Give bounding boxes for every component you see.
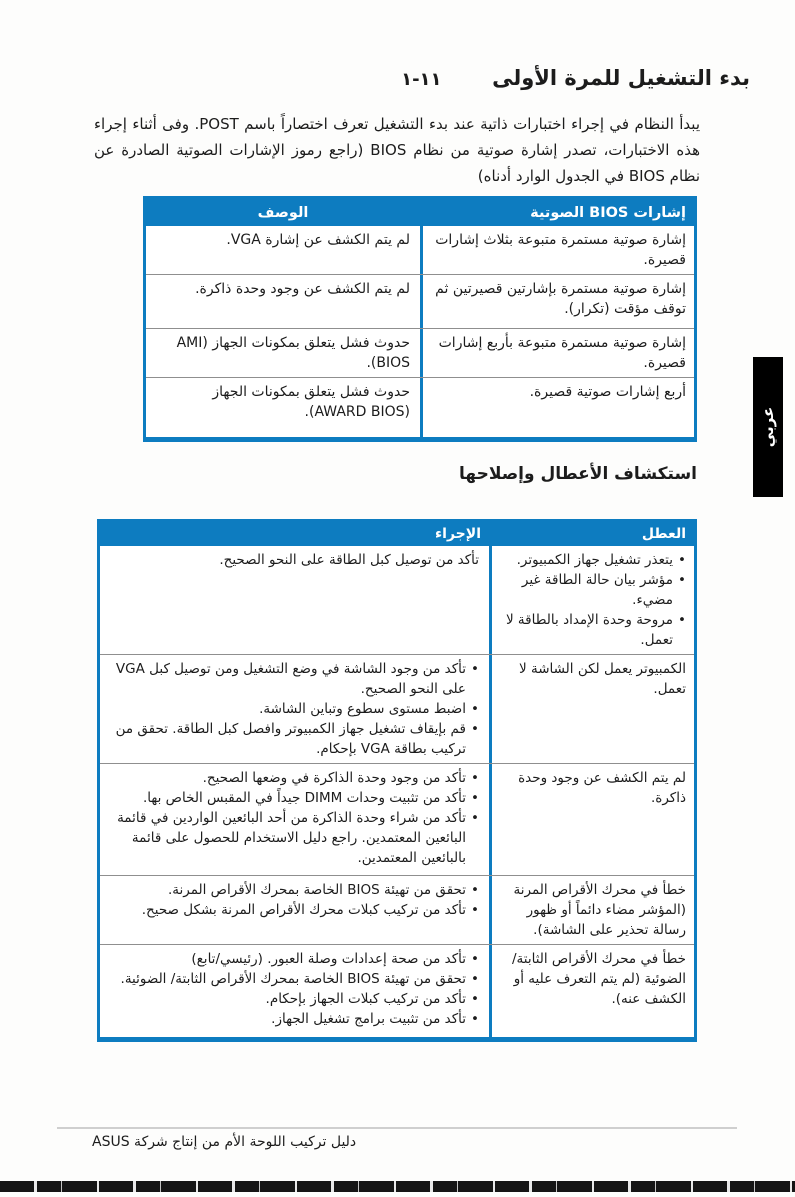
beep-description-cell: لم يتم الكشف عن وجود وحدة ذاكرة. xyxy=(195,281,410,297)
beep-table-row xyxy=(146,377,694,437)
bullet-line xyxy=(110,719,479,759)
troubleshooting-row xyxy=(100,875,694,944)
section-title: بدء التشغيل للمرة الأولى xyxy=(492,66,750,90)
bullet-line xyxy=(110,880,479,900)
bullet-line xyxy=(110,788,479,808)
page-edge-stripe xyxy=(0,1181,795,1192)
beep-table-row xyxy=(146,274,694,328)
troubleshooting-table xyxy=(97,519,697,1042)
action-cell xyxy=(100,546,489,654)
cell-text: خطأ في محرك الأقراص الثابتة/ الضوئية (لم يتم التعرف عليه أو الكشف عنه). xyxy=(511,951,686,1007)
bullet-text: تأكد من وجود وحدة الذاكرة في وضعها الصحيح. xyxy=(202,770,466,786)
bullet-icon: • xyxy=(471,701,479,717)
bullet-icon: • xyxy=(471,951,479,967)
problem-cell xyxy=(489,764,694,875)
bullet-icon: • xyxy=(471,1011,479,1027)
language-tab-label: عربي xyxy=(759,406,778,448)
cell-text: تأكد من توصيل كبل الطاقة على النحو الصحيح. xyxy=(219,552,479,568)
troubleshooting-row xyxy=(100,944,694,1037)
troubleshooting-row xyxy=(100,763,694,875)
bullet-text: مؤشر بيان حالة الطاقة غير مضيء. xyxy=(521,572,673,608)
bullet-icon: • xyxy=(471,902,479,918)
troubleshooting-table-header xyxy=(100,522,694,546)
bullet-line xyxy=(110,900,479,920)
bullet-line xyxy=(500,570,686,610)
bullet-icon: • xyxy=(471,882,479,898)
bullet-text: تحقق من تهيئة BIOS الخاصة بمحرك الأقراص المرنة. xyxy=(167,882,466,898)
bios-beep-table xyxy=(143,196,697,442)
footer-divider xyxy=(57,1127,737,1129)
bullet-text: يتعذر تشغيل جهاز الكمبيوتر. xyxy=(516,552,673,568)
cell-text: الكمبيوتر يعمل لكن الشاشة لا تعمل. xyxy=(518,661,686,697)
bullet-line xyxy=(110,1009,479,1029)
action-cell xyxy=(100,945,489,1037)
beep-description-cell: حدوث فشل يتعلق بمكونات الجهاز (AMI BIOS). xyxy=(176,335,410,371)
cell-text: لم يتم الكشف عن وجود وحدة ذاكرة. xyxy=(518,770,686,806)
bullet-icon: • xyxy=(471,770,479,786)
beep-table-header xyxy=(146,199,694,226)
bullet-text: تأكد من تثبيت وحدات DIMM جيداً في المقبس الخاص بها. xyxy=(143,790,466,806)
troubleshooting-row xyxy=(100,546,694,654)
footer-text: دليل تركيب اللوحة الأم من إنتاج شركة ASUS xyxy=(92,1134,357,1150)
bullet-text: تأكد من تثبيت برامج تشغيل الجهاز. xyxy=(271,1011,466,1027)
beep-signal-cell: أربع إشارات صوتية قصيرة. xyxy=(420,378,694,437)
troubleshooting-table-body xyxy=(100,546,694,1037)
beep-signal-cell: إشارة صوتية مستمرة متبوعة بثلاث إشارات قصيرة. xyxy=(420,226,694,274)
beep-table-row xyxy=(146,226,694,274)
problem-cell xyxy=(489,876,694,944)
bullet-text: مروحة وحدة الإمداد بالطاقة لا تعمل. xyxy=(505,612,673,648)
bullet-line xyxy=(110,969,479,989)
cell-text: خطأ في محرك الأقراص المرنة (المؤشر مضاء دائماً أو ظهور رسالة تحذير على الشاشة). xyxy=(513,882,686,938)
bullet-icon: • xyxy=(471,810,479,826)
bullet-text: تأكد من وجود الشاشة في وضع التشغيل ومن توصيل كبل VGA على النحو الصحيح. xyxy=(115,661,466,697)
bullet-line xyxy=(110,808,479,868)
bullet-icon: • xyxy=(471,991,479,1007)
bullet-icon: • xyxy=(471,790,479,806)
bullet-icon: • xyxy=(678,572,686,588)
bullet-icon: • xyxy=(678,552,686,568)
beep-description-cell: لم يتم الكشف عن إشارة VGA. xyxy=(226,232,410,248)
bullet-line xyxy=(500,550,686,570)
bullet-line xyxy=(500,610,686,650)
problem-cell xyxy=(489,945,694,1037)
bullet-line xyxy=(110,989,479,1009)
troubleshooting-row xyxy=(100,654,694,763)
beep-description-cell: حدوث فشل يتعلق بمكونات الجهاز (AWARD BIOS). xyxy=(212,384,410,420)
bullet-line xyxy=(110,949,479,969)
action-cell xyxy=(100,655,489,763)
beep-table-header-signal: إشارات BIOS الصوتية xyxy=(530,204,686,221)
beep-table-header-description: الوصف xyxy=(257,204,309,221)
bullet-text: تأكد من صحة إعدادات وصلة العبور. (رئيسي/تابع) xyxy=(191,951,466,967)
beep-signal-cell: إشارة صوتية مستمرة متبوعة بأربع إشارات قصيرة. xyxy=(420,329,694,377)
section-heading xyxy=(401,66,750,90)
troubleshooting-header-problem: العطل xyxy=(641,526,686,542)
bullet-text: تأكد من تركيب كبلات محرك الأقراص المرنة بشكل صحيح. xyxy=(141,902,466,918)
bullet-icon: • xyxy=(471,971,479,987)
bullet-line xyxy=(110,659,479,699)
bullet-line xyxy=(110,768,479,788)
bullet-text: اضبط مستوى سطوع وتباين الشاشة. xyxy=(259,701,466,717)
bullet-line xyxy=(110,699,479,719)
troubleshooting-header-action: الإجراء xyxy=(435,526,481,542)
bullet-icon: • xyxy=(471,721,479,737)
language-side-tab xyxy=(753,357,783,497)
problem-cell xyxy=(489,655,694,763)
intro-paragraph: يبدأ النظام في إجراء اختبارات ذاتية عند بدء التشغيل تعرف اختصاراً باسم POST. وفى أثناء إجراء هذه الاختبارات، تصدر إشارة صوتية من نظام BIOS (راجع رموز الإشارات الصوتية الصادرة عن نظام BIOS في الجدول الوارد أدناه) xyxy=(94,115,700,185)
bullet-text: تأكد من تركيب كبلات الجهاز بإحكام. xyxy=(265,991,466,1007)
bullet-text: تأكد من شراء وحدة الذاكرة من أحد البائعين الواردين في قائمة البائعين المعتمدين. راجع دليل الاستخدام للحصول على قائمة بالبائعين المعتمدين. xyxy=(117,810,466,866)
bullet-text: قم بإيقاف تشغيل جهاز الكمبيوتر وافصل كبل الطاقة. تحقق من تركيب بطاقة VGA بإحكام. xyxy=(115,721,466,757)
action-cell xyxy=(100,876,489,944)
bullet-text: تحقق من تهيئة BIOS الخاصة بمحرك الأقراص الثابتة/ الضوئية. xyxy=(120,971,466,987)
beep-signal-cell: إشارة صوتية مستمرة بإشارتين قصيرتين ثم توقف مؤقت (تكرار). xyxy=(420,275,694,328)
bullet-icon: • xyxy=(678,612,686,628)
beep-table-row xyxy=(146,328,694,377)
beep-table-body xyxy=(146,226,694,437)
troubleshooting-heading: استكشاف الأعطال وإصلاحها xyxy=(458,464,697,484)
problem-cell xyxy=(489,546,694,654)
section-number: ١-١١ xyxy=(401,69,442,90)
bullet-icon: • xyxy=(471,661,479,677)
action-cell xyxy=(100,764,489,875)
